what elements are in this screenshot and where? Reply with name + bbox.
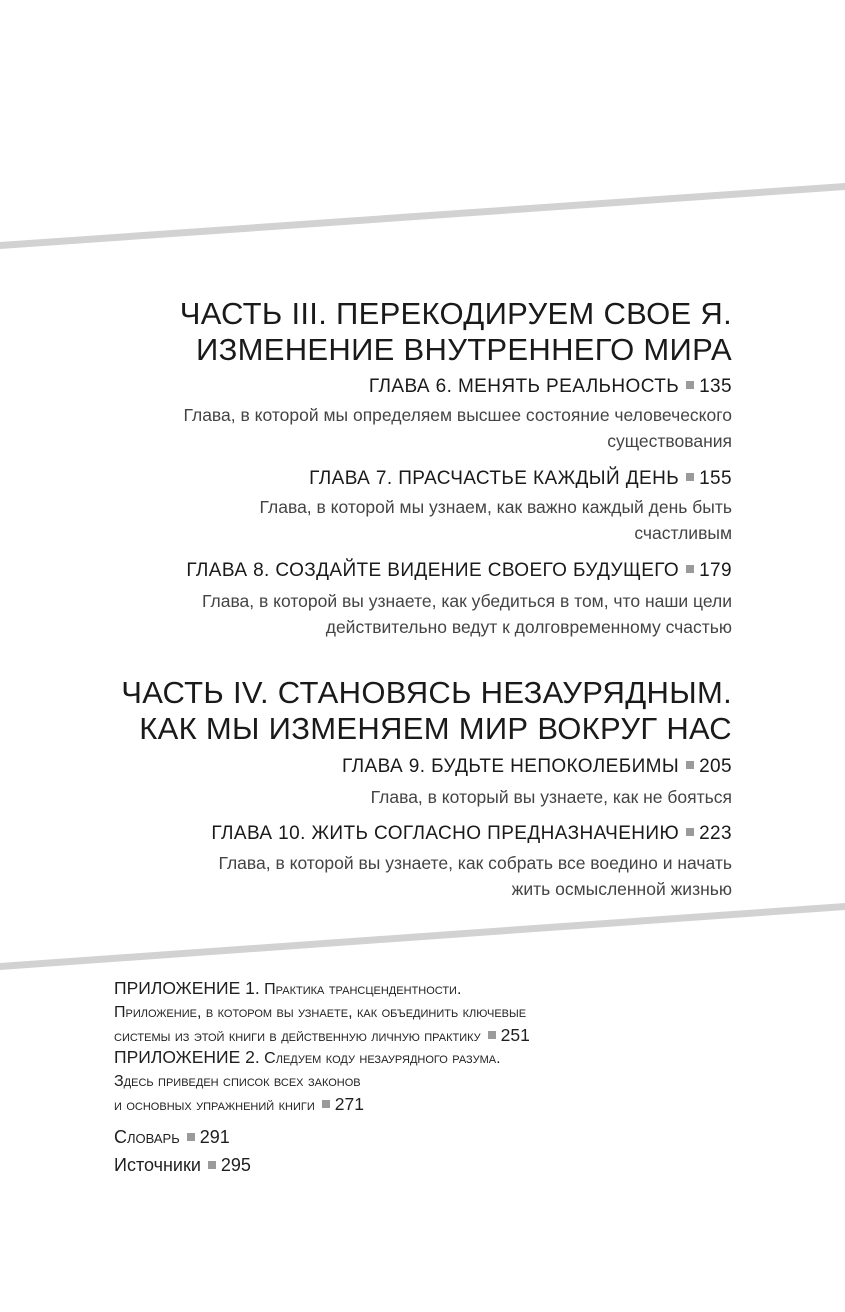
description-line: счастливым (634, 523, 732, 543)
chapter-8-entry[interactable] (186, 559, 732, 583)
chapter-7-entry[interactable] (309, 467, 732, 491)
chapter-6-description (183, 402, 732, 454)
bullet-square-icon (686, 761, 694, 769)
chapter-title: ГЛАВА 8. СОЗДАЙТЕ ВИДЕНИЕ СВОЕГО БУДУЩЕГО (186, 560, 680, 581)
stripe-bottom (0, 903, 845, 970)
glossary-entry[interactable] (114, 1124, 230, 1150)
description-line: жить осмысленной жизнью (511, 879, 732, 899)
appendix-description-line: Приложение, в котором вы узнаете, как объединить ключевые (114, 1004, 527, 1021)
appendix-description-text: и основных упражнений книги (114, 1097, 315, 1114)
chapter-8-description (202, 588, 732, 640)
chapter-10-entry[interactable] (211, 822, 732, 846)
description-line: Глава, в которой вы узнаете, как убедиться в том, что наши цели (202, 591, 732, 611)
description-line: Глава, в которой вы узнаете, как собрать все воедино и начать (218, 853, 732, 873)
page-number: 251 (500, 1025, 530, 1045)
appendix-description-line (114, 1024, 530, 1048)
appendix-1-entry[interactable] (114, 977, 530, 1048)
bullet-square-icon (686, 828, 694, 836)
sources-entry[interactable] (114, 1152, 251, 1178)
appendix-description-line (114, 1093, 501, 1117)
page-number: 295 (220, 1155, 251, 1175)
bullet-square-icon (686, 473, 694, 481)
bullet-square-icon (488, 1031, 496, 1039)
appendix-label: ПРИЛОЖЕНИЕ 2. (114, 1047, 260, 1067)
page-number: 155 (699, 468, 732, 489)
chapter-7-description (260, 494, 732, 546)
glossary-label: Словарь (114, 1127, 180, 1147)
bullet-square-icon (686, 565, 694, 573)
appendix-label: ПРИЛОЖЕНИЕ 1. (114, 978, 260, 998)
part-4-title (121, 675, 732, 747)
part-4-title-line-2: КАК МЫ ИЗМЕНЯЕМ МИР ВОКРУГ НАС (139, 711, 732, 746)
appendix-description-text: системы из этой книги в действенную личную практику (114, 1028, 481, 1045)
bullet-square-icon (208, 1161, 216, 1169)
chapter-title: ГЛАВА 9. БУДЬТЕ НЕПОКОЛЕБИМЫ (342, 756, 680, 777)
part-3-title-line-2: ИЗМЕНЕНИЕ ВНУТРЕННЕГО МИРА (196, 332, 732, 367)
appendix-description-line: Здесь приведен список всех законов (114, 1073, 361, 1090)
page-number: 291 (199, 1127, 230, 1147)
page-number: 135 (699, 376, 732, 397)
description-line: Глава, в которой мы узнаем, как важно каждый день быть (259, 497, 732, 517)
chapter-10-description (218, 850, 732, 902)
appendix-2-heading (114, 1046, 501, 1070)
appendix-title: Следуем коду незаурядного разума. (264, 1050, 501, 1067)
appendix-1-heading (114, 977, 530, 1001)
part-4-title-line-1: ЧАСТЬ IV. СТАНОВЯСЬ НЕЗАУРЯДНЫМ. (121, 675, 732, 710)
part-3-title (180, 296, 732, 368)
appendix-title: Практика трансцендентности. (264, 981, 462, 998)
chapter-title: ГЛАВА 6. МЕНЯТЬ РЕАЛЬНОСТЬ (368, 376, 680, 397)
chapter-title: ГЛАВА 10. ЖИТЬ СОГЛАСНО ПРЕДНАЗНАЧЕНИЮ (211, 823, 680, 844)
sources-label: Источники (114, 1155, 201, 1175)
page-number: 271 (334, 1094, 364, 1114)
bullet-square-icon (686, 381, 694, 389)
stripe-top (0, 183, 845, 249)
page-number: 223 (699, 823, 732, 844)
appendix-2-entry[interactable] (114, 1046, 501, 1117)
bullet-square-icon (322, 1100, 330, 1108)
chapter-title: ГЛАВА 7. ПРАСЧАСТЬЕ КАЖДЫЙ ДЕНЬ (309, 468, 680, 489)
part-3-title-line-1: ЧАСТЬ III. ПЕРЕКОДИРУЕМ СВОЕ Я. (179, 296, 732, 331)
description-line: существования (607, 431, 732, 451)
description-line: действительно ведут к долговременному счастью (325, 617, 732, 637)
description-line: Глава, в которой мы определяем высшее состояние человеческого (183, 405, 732, 425)
page-number: 205 (699, 756, 732, 777)
description-line: Глава, в который вы узнаете, как не бояться (370, 787, 732, 807)
bullet-square-icon (187, 1133, 195, 1141)
chapter-9-description (371, 784, 732, 810)
page-number: 179 (699, 560, 732, 581)
chapter-9-entry[interactable] (342, 755, 732, 779)
chapter-6-entry[interactable] (369, 375, 732, 399)
